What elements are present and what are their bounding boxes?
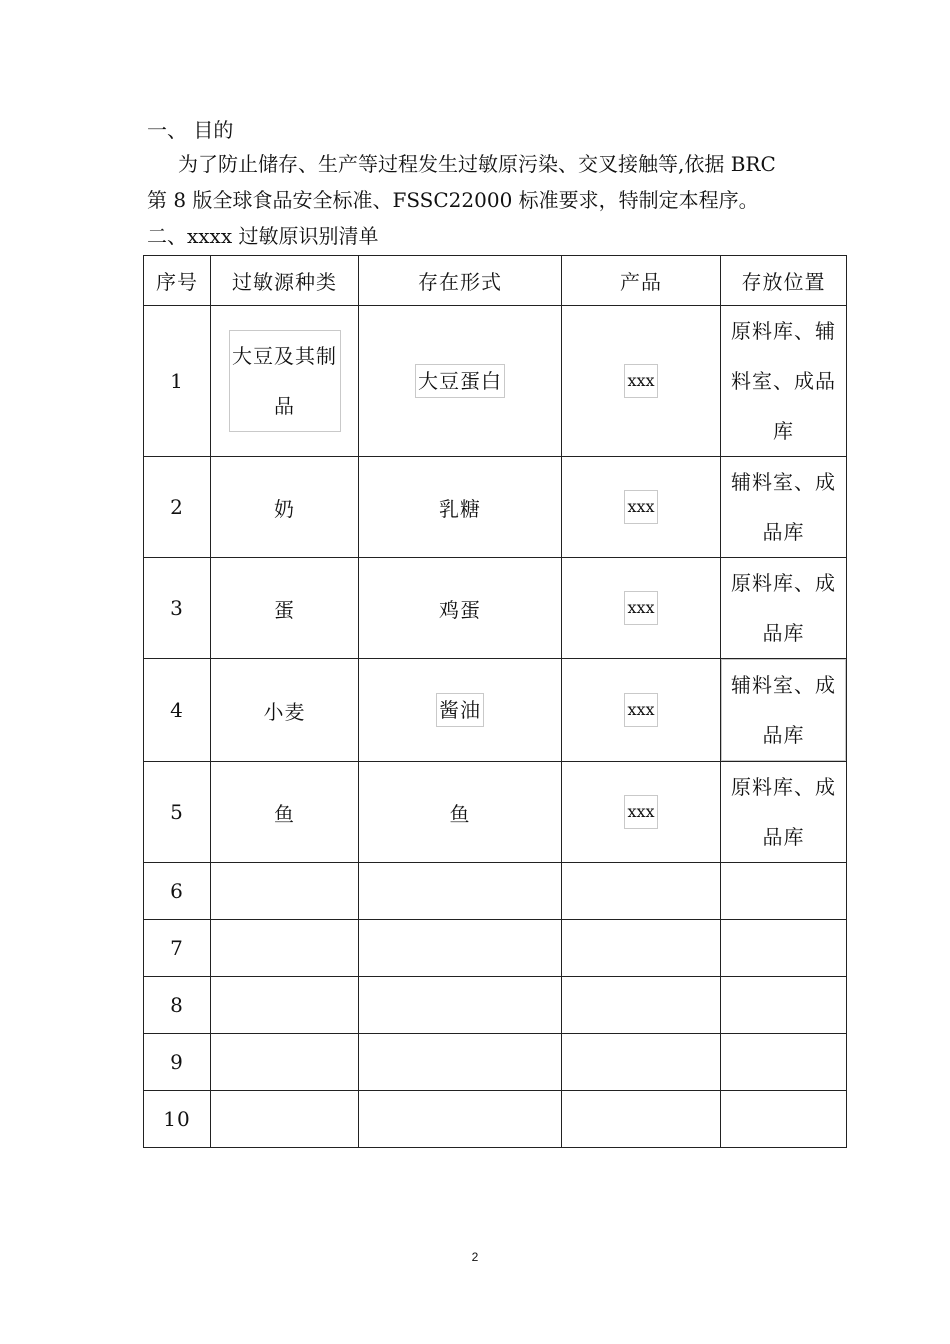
header-no: 序号 bbox=[144, 256, 211, 306]
cell-no: 10 bbox=[144, 1091, 211, 1148]
cell-location bbox=[721, 863, 847, 920]
cell-no: 5 bbox=[144, 762, 211, 863]
purpose-text-line-2: 第 8 版全球食品安全标准、FSSC22000 标准要求，特制定本程序。 bbox=[147, 188, 759, 212]
cell-no: 2 bbox=[144, 457, 211, 558]
cell-type bbox=[211, 1034, 359, 1091]
header-form: 存在形式 bbox=[359, 256, 562, 306]
cell-product bbox=[562, 306, 721, 457]
cell-product-text: xxx bbox=[624, 693, 657, 727]
cell-product bbox=[562, 659, 721, 762]
cell-product bbox=[562, 558, 721, 659]
cell-location bbox=[721, 977, 847, 1034]
cell-product bbox=[562, 977, 721, 1034]
table-row bbox=[144, 457, 847, 558]
table-row bbox=[144, 558, 847, 659]
table-row bbox=[144, 306, 847, 457]
cell-form bbox=[359, 863, 562, 920]
cell-form-text: 大豆蛋白 bbox=[415, 364, 505, 398]
cell-form bbox=[359, 1091, 562, 1148]
cell-form bbox=[359, 920, 562, 977]
cell-no: 6 bbox=[144, 863, 211, 920]
cell-type: 奶 bbox=[211, 457, 359, 558]
cell-type bbox=[211, 977, 359, 1034]
cell-location bbox=[721, 920, 847, 977]
cell-product bbox=[562, 920, 721, 977]
cell-form-text: 酱油 bbox=[436, 693, 484, 727]
cell-no: 1 bbox=[144, 306, 211, 457]
cell-form: 鱼 bbox=[359, 762, 562, 863]
page-number: 2 bbox=[471, 1250, 479, 1264]
table-row bbox=[144, 1034, 847, 1091]
cell-type bbox=[211, 306, 359, 457]
header-type: 过敏源种类 bbox=[211, 256, 359, 306]
cell-type: 小麦 bbox=[211, 659, 359, 762]
cell-product bbox=[562, 863, 721, 920]
cell-type-text: 大豆及其制品 bbox=[229, 330, 341, 432]
cell-type: 蛋 bbox=[211, 558, 359, 659]
table-row bbox=[144, 920, 847, 977]
section-title-allergen-list: 二、xxxx 过敏原识别清单 bbox=[147, 224, 379, 248]
cell-type: 鱼 bbox=[211, 762, 359, 863]
cell-location: 原料库、辅料室、成品库 bbox=[721, 306, 847, 457]
cell-type bbox=[211, 920, 359, 977]
header-product: 产品 bbox=[562, 256, 721, 306]
allergen-table bbox=[143, 255, 847, 1148]
table-row bbox=[144, 977, 847, 1034]
cell-location bbox=[721, 659, 847, 762]
cell-product-text: xxx bbox=[624, 591, 657, 625]
table-header-row bbox=[144, 256, 847, 306]
cell-form bbox=[359, 659, 562, 762]
cell-form: 乳糖 bbox=[359, 457, 562, 558]
section-title-purpose: 一、 目的 bbox=[147, 118, 234, 142]
header-location: 存放位置 bbox=[721, 256, 847, 306]
cell-type bbox=[211, 1091, 359, 1148]
cell-location-text: 辅料室、成品库 bbox=[721, 659, 846, 761]
cell-form bbox=[359, 1034, 562, 1091]
cell-no: 8 bbox=[144, 977, 211, 1034]
cell-product-text: xxx bbox=[624, 490, 657, 524]
cell-no: 4 bbox=[144, 659, 211, 762]
cell-product-text: xxx bbox=[624, 364, 657, 398]
cell-no: 7 bbox=[144, 920, 211, 977]
cell-location: 原料库、成品库 bbox=[721, 762, 847, 863]
table-row bbox=[144, 762, 847, 863]
cell-product-text: xxx bbox=[624, 795, 657, 829]
table-row bbox=[144, 1091, 847, 1148]
purpose-text-line-1: 为了防止储存、生产等过程发生过敏原污染、交叉接触等,依据 BRC bbox=[178, 152, 776, 176]
table-row bbox=[144, 863, 847, 920]
cell-form bbox=[359, 306, 562, 457]
cell-product bbox=[562, 1091, 721, 1148]
cell-location bbox=[721, 1034, 847, 1091]
table-row bbox=[144, 659, 847, 762]
cell-form bbox=[359, 977, 562, 1034]
cell-product bbox=[562, 1034, 721, 1091]
cell-product bbox=[562, 457, 721, 558]
cell-location: 原料库、成品库 bbox=[721, 558, 847, 659]
cell-no: 9 bbox=[144, 1034, 211, 1091]
cell-type bbox=[211, 863, 359, 920]
cell-location: 辅料室、成品库 bbox=[721, 457, 847, 558]
cell-product bbox=[562, 762, 721, 863]
cell-form: 鸡蛋 bbox=[359, 558, 562, 659]
cell-no: 3 bbox=[144, 558, 211, 659]
cell-location bbox=[721, 1091, 847, 1148]
